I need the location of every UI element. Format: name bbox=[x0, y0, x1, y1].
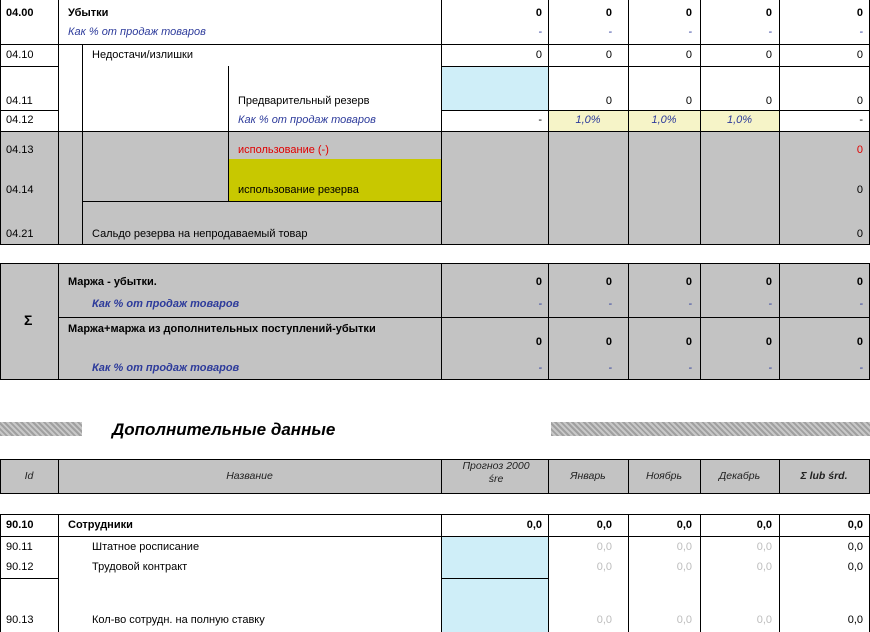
cell-value: 0,0 bbox=[676, 541, 692, 553]
cell-value: 0 bbox=[605, 276, 612, 288]
cell-value: 0,0 bbox=[756, 519, 772, 531]
cell-value: 0 bbox=[685, 95, 692, 107]
cell-value: - bbox=[538, 26, 542, 38]
row-id: 04.12 bbox=[6, 114, 34, 126]
cell-value: 0,0 bbox=[847, 561, 863, 573]
cell-value: 0 bbox=[765, 7, 772, 19]
cell-value: 0,0 bbox=[676, 561, 692, 573]
cell-value: 0 bbox=[535, 49, 542, 61]
cyan-input-9013[interactable] bbox=[441, 578, 548, 632]
col-header-nov: Ноябрь bbox=[645, 470, 683, 482]
row-label: Штатное росписание bbox=[92, 541, 200, 553]
cell-value: 0,0 bbox=[756, 614, 772, 626]
cell-value: - bbox=[768, 298, 772, 310]
cell-value: 0 bbox=[856, 276, 863, 288]
row-label: Недостачи/излишки bbox=[92, 49, 193, 61]
row-label: Как % от продаж товаров bbox=[238, 114, 376, 126]
col-header-total: Σ lub śrd. bbox=[800, 470, 848, 482]
cell-value: - bbox=[608, 362, 612, 374]
row-id: 90.10 bbox=[6, 519, 34, 531]
cell-value: - bbox=[688, 298, 692, 310]
row-id: 04.21 bbox=[6, 228, 34, 240]
cell-value: 0 bbox=[605, 7, 612, 19]
row-label: Предварительный резерв bbox=[238, 95, 370, 107]
cell-value: 0 bbox=[605, 95, 612, 107]
section-title: Дополнительные данные bbox=[112, 420, 336, 439]
row-id: 04.00 bbox=[6, 7, 34, 19]
cell-value: 0 bbox=[765, 95, 772, 107]
col-header-name: Название bbox=[226, 470, 273, 482]
cell-value: - bbox=[768, 26, 772, 38]
sigma-symbol: Σ bbox=[24, 312, 33, 328]
row-id: 04.14 bbox=[6, 184, 34, 196]
cell-value: - bbox=[859, 114, 863, 126]
cell-value: 0 bbox=[685, 49, 692, 61]
cell-value: 0 bbox=[685, 7, 692, 19]
row-id: 90.13 bbox=[6, 614, 34, 626]
cyan-cell-0411[interactable] bbox=[441, 66, 548, 110]
col-header-dec: Декабрь bbox=[718, 470, 761, 482]
row-label: Сотрудники bbox=[68, 519, 133, 531]
cell-value: 0 bbox=[856, 228, 863, 240]
row-label: Трудовой контракт bbox=[92, 561, 188, 573]
cell-value: 1,0% bbox=[726, 114, 753, 126]
summary-label: Как % от продаж товаров bbox=[92, 362, 240, 374]
cell-value: 0,0 bbox=[676, 519, 692, 531]
cell-value: 0 bbox=[856, 184, 863, 196]
col-header-id: Id bbox=[24, 470, 34, 482]
cell-value: - bbox=[859, 26, 863, 38]
cell-value: 0,0 bbox=[847, 614, 863, 626]
summary-label: Как % от продаж товаров bbox=[92, 298, 240, 310]
cell-value: 0,0 bbox=[756, 541, 772, 553]
cell-value: - bbox=[859, 298, 863, 310]
cell-value: 0 bbox=[856, 49, 863, 61]
cell-value: - bbox=[859, 362, 863, 374]
row-label: Кол-во сотрудн. на полную ставку bbox=[92, 614, 265, 626]
cyan-input-9011[interactable] bbox=[441, 536, 548, 578]
cell-value: 0 bbox=[765, 276, 772, 288]
cell-value: 0 bbox=[685, 336, 692, 348]
cell-value: 0,0 bbox=[596, 541, 612, 553]
col-header-jan: Январь bbox=[570, 470, 606, 482]
cell-value: 0 bbox=[765, 336, 772, 348]
cell-value: - bbox=[538, 114, 542, 126]
row-id: 04.11 bbox=[6, 95, 33, 107]
cell-value: 0,0 bbox=[676, 614, 692, 626]
row-id: 90.12 bbox=[6, 561, 34, 573]
cell-value: 0 bbox=[856, 144, 863, 156]
cell-value: 0,0 bbox=[596, 561, 612, 573]
row-label: использование резерва bbox=[238, 184, 359, 196]
cell-value: 0 bbox=[605, 336, 612, 348]
title-bar-left bbox=[0, 422, 82, 436]
cell-value: 1,0% bbox=[651, 114, 677, 126]
cell-value: - bbox=[608, 26, 612, 38]
cell-value: 0,0 bbox=[596, 519, 612, 531]
row-label: Убытки bbox=[68, 7, 109, 19]
cell-value: - bbox=[688, 26, 692, 38]
cell-value: 0 bbox=[765, 49, 772, 61]
cell-value: 0 bbox=[535, 276, 542, 288]
row-id: 04.10 bbox=[6, 49, 34, 61]
row-id: 90.11 bbox=[6, 541, 33, 553]
cell-value: 0,0 bbox=[596, 614, 612, 626]
cell-value: 0 bbox=[535, 336, 542, 348]
cell-value: - bbox=[768, 362, 772, 374]
cell-value: 0,0 bbox=[526, 519, 542, 531]
summary-label: Маржа - убытки. bbox=[68, 276, 157, 288]
row-label: использование (-) bbox=[238, 144, 329, 156]
cell-value: 0 bbox=[535, 7, 542, 19]
summary-label: Маржа+маржа из дополнительных поступлений-убытки bbox=[68, 323, 376, 335]
cell-value: 0,0 bbox=[847, 519, 863, 531]
row-label: Как % от продаж товаров bbox=[68, 26, 206, 38]
title-bar-right bbox=[551, 422, 870, 436]
row-label: Сальдо резерва на непродаваемый товар bbox=[92, 228, 308, 240]
cell-value: 0 bbox=[856, 336, 863, 348]
cell-value: 0,0 bbox=[756, 561, 772, 573]
cell-value: 0 bbox=[856, 7, 863, 19]
col-header-forecast: Прогноз 2000 śre bbox=[462, 460, 530, 485]
cell-value: 1,0% bbox=[575, 114, 601, 126]
cell-value: - bbox=[538, 362, 542, 374]
cell-value: - bbox=[608, 298, 612, 310]
cell-value: - bbox=[688, 362, 692, 374]
cell-value: 0 bbox=[856, 95, 863, 107]
cell-value: 0,0 bbox=[847, 541, 863, 553]
cell-value: 0 bbox=[605, 49, 612, 61]
cell-value: 0 bbox=[685, 276, 692, 288]
row-id: 04.13 bbox=[6, 144, 34, 156]
cell-value: - bbox=[538, 298, 542, 310]
